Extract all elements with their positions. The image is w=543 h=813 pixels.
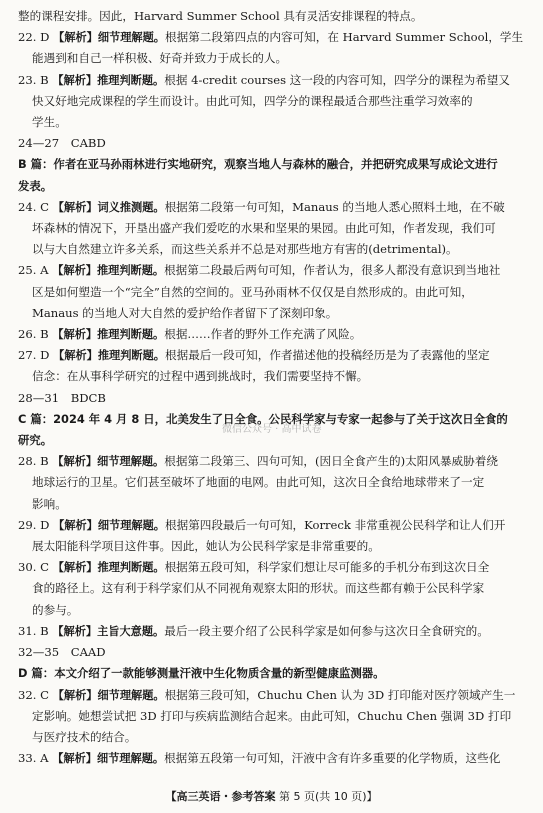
- text-line: 快又好地完成课程的学生而设计。由此可知，四学分的课程最适合那些注重学习效率的: [32, 93, 473, 108]
- analysis-text: 根据 4-credit courses 这一段的内容可知，四学分的课程为希望又: [164, 72, 510, 87]
- answer-page: [18, 6, 528, 769]
- question-number: 22. D: [18, 30, 50, 45]
- analysis-text: 根据最后一段可知，作者描述他的投稿经历是为了表露他的坚定: [165, 348, 490, 363]
- text-line: 以与大自然建立许多关系，而这些关系并不总是对那些地方有害的(detrimental)。: [32, 242, 458, 257]
- answer-key-24-27: 24—27 CABD: [18, 136, 106, 151]
- answer-key-28-31: 28—31 BDCB: [18, 390, 106, 405]
- answer-22: [18, 27, 528, 48]
- analysis-tag: 【解析】主旨大意题。: [52, 624, 165, 638]
- question-number: 29. D: [18, 517, 50, 532]
- analysis-tag: 【解析】词义推测题。: [52, 200, 165, 214]
- text-line: 坏森林的情况下，开垦出盛产我们爱吃的水果和坚果的果园。由此可知，作者发现，我们可: [32, 221, 496, 236]
- answer-32: [18, 685, 528, 706]
- answer-key-32-35: 32—35 CAAD: [18, 645, 106, 660]
- section-b-heading: B 篇：作者在亚马孙雨林进行实地研究，观察当地人与森林的融合，并把研究成果写成论文进行: [18, 157, 498, 172]
- analysis-tag: 【解析】推理判断题。: [52, 264, 165, 278]
- analysis-tag: 【解析】细节理解题。: [52, 455, 165, 469]
- text-line: 影响。: [32, 496, 67, 511]
- analysis-tag: 【解析】推理判断题。: [53, 349, 165, 363]
- question-number: 24. C: [18, 199, 49, 214]
- analysis-tag: 【解析】推理判断题。: [52, 561, 165, 575]
- analysis-text: 根据第五段可知，科学家们想让尽可能多的手机分布到这次日全: [164, 560, 490, 575]
- footer-page-number: 第 5 页(共 10 页)】: [278, 790, 378, 803]
- analysis-text: 根据第二段第一句可知，Manaus 的当地人悉心照料土地，在不破: [164, 199, 505, 214]
- answer-24: [18, 197, 528, 218]
- question-number: 31. B: [18, 623, 49, 638]
- question-number: 32. C: [18, 687, 49, 702]
- text-line: 的参与。: [32, 602, 79, 617]
- analysis-tag: 【解析】细节理解题。: [53, 31, 165, 45]
- answer-29: [18, 515, 528, 536]
- analysis-tag: 【解析】细节理解题。: [53, 518, 165, 532]
- text-line: 地球运行的卫星。它们甚至破坏了地面的电网。由此可知，这次日全食给地球带来了一定: [32, 475, 485, 490]
- answer-27: [18, 345, 528, 366]
- question-number: 25. A: [18, 263, 49, 278]
- section-c-heading: C 篇：2024 年 4 月 8 日，北美发生了日全食。公民科学家与专家一起参与了关于这次日全食的: [18, 411, 508, 426]
- analysis-text: 最后一段主要介绍了公民科学家是如何参与这次日全食研究的。: [164, 623, 489, 638]
- text-line: 信念：在从事科学研究的过程中遇到挑战时，我们需要坚持不懈。: [32, 369, 369, 384]
- analysis-text: 根据第四段最后一句可知，Korreck 非常重视公民科学和让人们开: [165, 517, 506, 532]
- answer-31: [18, 621, 528, 642]
- analysis-text: 根据第二段第四点的内容可知，在 Harvard Summer School，学生: [165, 30, 524, 45]
- question-number: 26. B: [18, 327, 49, 342]
- text-line: 整的课程安排。因此，Harvard Summer School 具有灵活安排课程的特点。: [18, 9, 423, 23]
- answer-33: [18, 748, 528, 769]
- analysis-tag: 【解析】细节理解题。: [52, 752, 165, 766]
- analysis-text: 根据第五段第一句可知，汗液中含有许多重要的化学物质，这些化: [164, 751, 501, 766]
- text-line: 食的路径上。这有利于科学家们从不同视角观察太阳的形状。而这些都有赖于公民科学家: [32, 581, 485, 596]
- answer-30: [18, 557, 528, 578]
- text-line: 展太阳能科学项目这件事。因此，她认为公民科学家是非常重要的。: [32, 539, 380, 554]
- text-line: 能遇到和自己一样积极、好奇并致力于成长的人。: [32, 51, 288, 66]
- text-line: 区是如何塑造一个“完全”自然的空间的。亚马孙雨林不仅仅是自然形成的。由此可知，: [32, 284, 473, 299]
- answer-25: [18, 260, 528, 281]
- question-number: 23. B: [18, 72, 49, 87]
- section-b-heading-cont: 发表。: [18, 178, 53, 193]
- analysis-text: 根据第二段第三、四句可知，(因日全食产生的)太阳风暴威胁着绕: [164, 454, 498, 469]
- analysis-text: 根据第二段最后两句可知，作者认为，很多人都没有意识到当地社: [164, 263, 501, 278]
- question-number: 27. D: [18, 348, 50, 363]
- text-line: 与医疗技术的结合。: [32, 729, 137, 744]
- watermark-stamp: 微信公众号 · 高中试卷: [222, 424, 322, 435]
- analysis-text: 根据第三段可知，Chuchu Chen 认为 3D 打印能对医疗领域产生一: [164, 687, 516, 702]
- page-footer: [0, 786, 543, 807]
- answer-28: [18, 451, 528, 472]
- question-number: 33. A: [18, 751, 49, 766]
- text-line: 定影响。她想尝试把 3D 打印与疾病监测结合起来。由此可知，Chuchu Chen 强调 3D 打印: [32, 708, 512, 723]
- section-d-heading: D 篇：本文介绍了一款能够测量汗液中生化物质含量的新型健康监测器。: [18, 666, 385, 681]
- footer-title: 【高三英语・参考答案: [165, 790, 276, 803]
- question-number: 28. B: [18, 454, 49, 469]
- text-line: Manaus 的当地人对大自然的爱护给作者留下了深刻印象。: [32, 305, 338, 320]
- analysis-tag: 【解析】推理判断题。: [52, 328, 165, 342]
- text-line: 学生。: [32, 115, 67, 130]
- analysis-tag: 【解析】推理判断题。: [52, 73, 165, 87]
- analysis-text: 根据……作者的野外工作充满了风险。: [164, 327, 362, 342]
- question-number: 30. C: [18, 560, 49, 575]
- answer-26: [18, 324, 528, 345]
- answer-23: [18, 70, 528, 91]
- section-c-heading-cont: 研究。: [18, 433, 53, 448]
- analysis-tag: 【解析】细节理解题。: [52, 688, 165, 702]
